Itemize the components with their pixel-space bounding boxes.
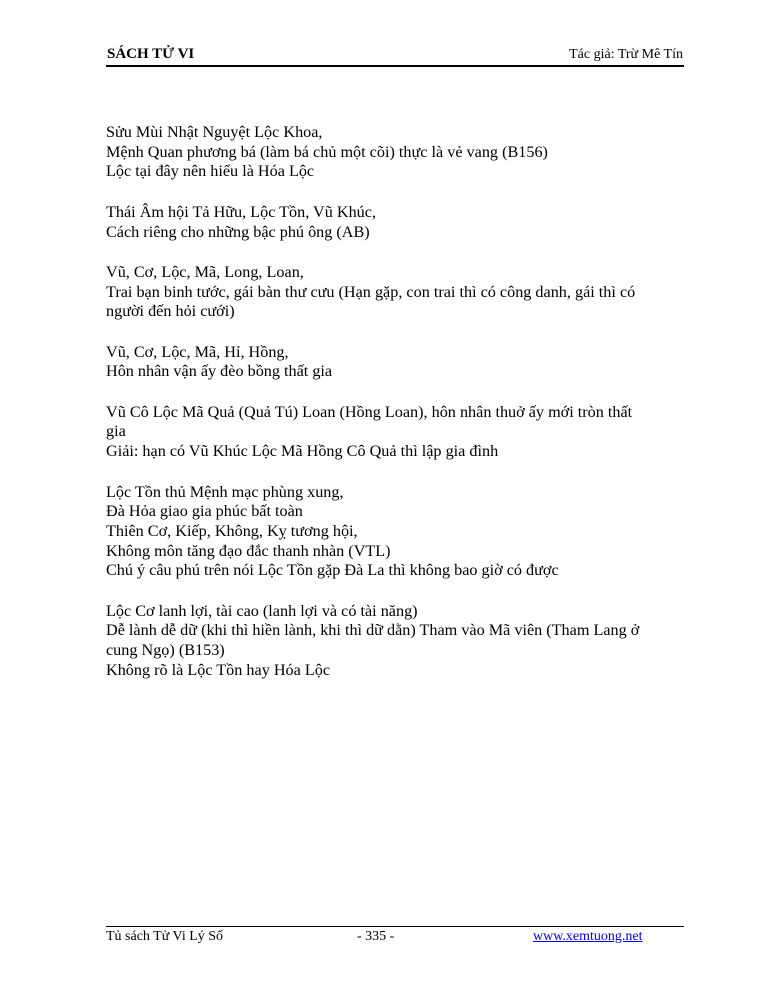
text-line: Không môn tăng đạo đắc thanh nhàn (VTL) — [106, 541, 391, 560]
text-line: Lộc tại đây nên hiểu là Hóa Lộc — [106, 162, 315, 181]
text-line: Thiên Cơ, Kiếp, Không, Kỵ tương hội, — [106, 521, 358, 540]
text-line: Cách riêng cho những bậc phú ông (AB) — [106, 222, 370, 241]
text-line: Chú ý câu phú trên nói Lộc Tồn gặp Đà La thì không bao giờ có được — [106, 561, 559, 580]
website-link[interactable]: www.xemtuong.net — [533, 929, 643, 944]
footer-series: Tủ sách Tử Vi Lý Số — [106, 929, 224, 944]
text-line: Lộc Cơ lanh lợi, tài cao (lanh lợi và có tài năng) — [106, 601, 418, 620]
text-line: gia — [106, 422, 126, 441]
text-line: Hôn nhân vận ấy đèo bồng thất gia — [106, 362, 333, 381]
text-line: Thái Âm hội Tả Hữu, Lộc Tồn, Vũ Khúc, — [106, 202, 376, 221]
paragraph — [106, 483, 686, 582]
page-body — [106, 123, 686, 701]
book-title: SÁCH TỬ VI — [107, 46, 195, 62]
text-line: Trai bạn binh tước, gái bàn thư cưu (Hạn gặp, con trai thì có công danh, gái thì có — [106, 282, 636, 301]
header-divider — [106, 65, 684, 67]
text-line: Lộc Tồn thủ Mệnh mạc phùng xung, — [106, 482, 344, 501]
footer-divider — [106, 926, 684, 927]
page-number: - 335 - — [357, 929, 395, 944]
paragraph — [106, 602, 686, 681]
paragraph — [106, 203, 686, 242]
text-line: người đến hỏi cưới) — [106, 302, 235, 321]
paragraph — [106, 403, 686, 462]
author-line: Tác giả: Trừ Mê Tín — [569, 47, 683, 62]
text-line: cung Ngọ) (B153) — [106, 641, 225, 660]
text-line: Mệnh Quan phương bá (làm bá chủ một cõi) thực là vẻ vang (B156) — [106, 142, 548, 161]
text-line: Vũ, Cơ, Lộc, Mã, Hỉ, Hồng, — [106, 342, 289, 361]
paragraph — [106, 263, 686, 322]
text-line: Vũ, Cơ, Lộc, Mã, Long, Loan, — [106, 262, 304, 281]
text-line: Vũ Cô Lộc Mã Quả (Quả Tú) Loan (Hồng Loan), hôn nhân thuở ấy mới tròn thất — [106, 402, 633, 421]
text-line: Dễ lành dễ dữ (khi thì hiền lành, khi thì dữ dằn) Tham vào Mã viên (Tham Lang ở — [106, 621, 640, 640]
paragraph — [106, 343, 686, 382]
text-line: Giải: hạn có Vũ Khúc Lộc Mã Hồng Cô Quả thì lập gia đình — [106, 442, 499, 461]
text-line: Đà Hỏa giao gia phúc bất toàn — [106, 502, 303, 521]
paragraph — [106, 123, 686, 182]
text-line: Không rõ là Lộc Tồn hay Hóa Lộc — [106, 660, 331, 679]
text-line: Sửu Mùi Nhật Nguyệt Lộc Khoa, — [106, 123, 323, 141]
